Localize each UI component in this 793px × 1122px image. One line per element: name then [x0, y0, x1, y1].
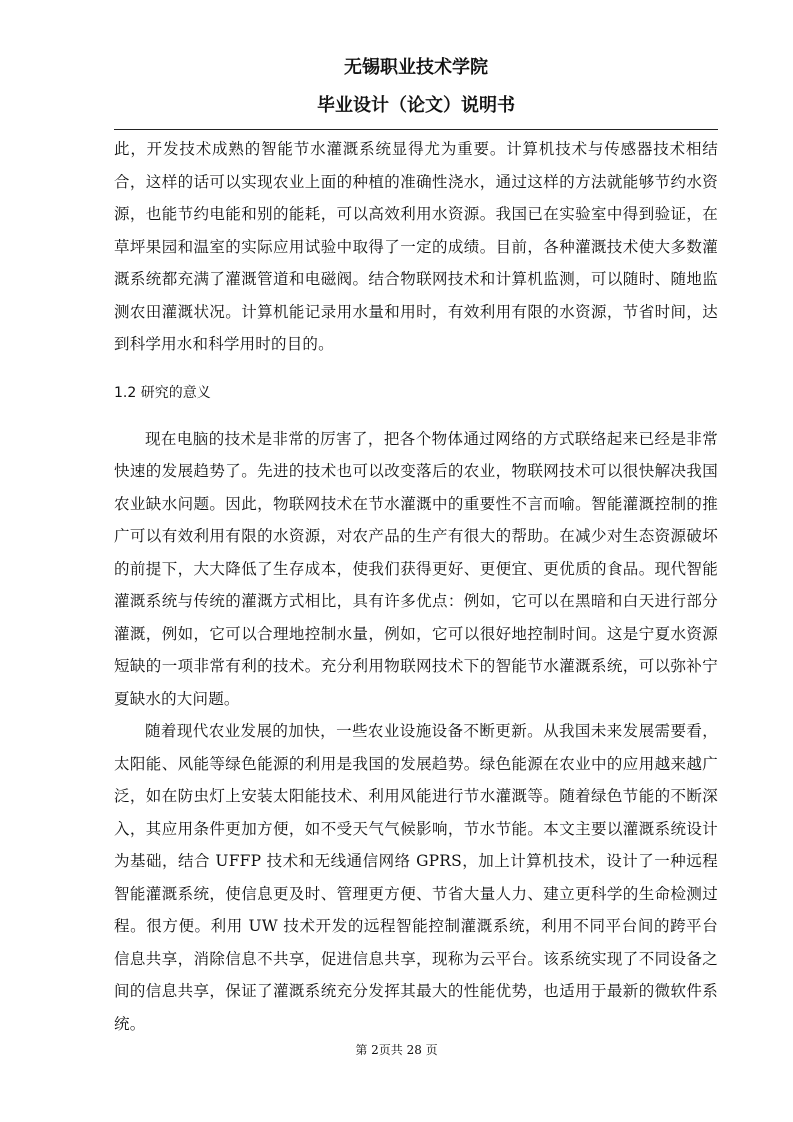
paragraph-significance: 现在电脑的技术是非常的厉害了，把各个物体通过网络的方式联络起来已经是非常快速的发展趋势了。先进的技术也可以改变落后的农业，物联网技术可以很快解决我国农业缺水问题。因此，物联网技术在节水灌溉中的重要性不言而喻。智能灌溉控制的推广可以有效利用有限的水资源，对农产品的生产有很大的帮助。在减少对生态资源破坏的前提下，大大降低了生存成本，使我们获得更好、更便宜、更优质的食品。现代智能灌溉系统与传统的灌溉方式相比，具有许多优点：例如，它可以在黑暗和白天进行部分灌溉，例如，它可以合理地控制水量，例如，它可以很好地控制时间。这是宁夏水资源短缺的一项非常有利的技术。充分利用物联网技术下的智能节水灌溉系统，可以弥补宁夏缺水的大问题。	[114, 429, 718, 708]
page-number: 第 2页共 28 页	[355, 1043, 438, 1057]
section-heading: 1.2 研究的意义	[114, 384, 211, 401]
page-header	[114, 54, 718, 120]
paragraph-continued: 此，开发技术成熟的智能节水灌溉系统显得尤为重要。计算机技术与传感器技术相结合，这样的话可以实现农业上面的种植的准确性浇水，通过这样的方法就能够节约水资源，也能节约电能和别的能耗，可以高效利用水资源。我国已在实验室中得到验证，在草坪果园和温室的实际应用试验中取得了一定的成绩。目前，各种灌溉技术使大多数灌溉系统都充满了灌溉管道和电磁阀。结合物联网技术和计算机监测，可以随时、随地监测农田灌溉状况。计算机能记录用水量和用时，有效利用有限的水资源，节省时间，达到科学用水和科学用时的目的。	[114, 140, 718, 353]
school-name: 无锡职业技术学院	[344, 57, 488, 78]
document-title: 毕业设计（论文）说明书	[317, 95, 515, 116]
document-body	[114, 133, 718, 1040]
paragraph-development: 随着现代农业发展的加快，一些农业设施设备不断更新。从我国未来发展需要看，太阳能、风能等绿色能源的利用是我国的发展趋势。绿色能源在农业中的应用越来越广泛，如在防虫灯上安装太阳能技术、利用风能进行节水灌溉等。随着绿色节能的不断深入，其应用条件更加方便，如不受天气气候影响，节水节能。本文主要以灌溉系统设计为基础，结合 UFFP 技术和无线通信网络 GPRS，加上计算机技术，设计了一种远程智能灌溉系统，使信息更及时、管理更方便、节省大量人力、建立更科学的生命检测过程。很方便。利用 UW 技术开发的远程智能控制灌溉系统，利用不同平台间的跨平台信息共享，消除信息不共享，促进信息共享，现称为云平台。该系统实现了不同设备之间的信息共享，保证了灌溉系统充分发挥其最大的性能优势，也适用于最新的微软件系统。	[114, 722, 718, 1033]
header-divider	[114, 129, 718, 130]
